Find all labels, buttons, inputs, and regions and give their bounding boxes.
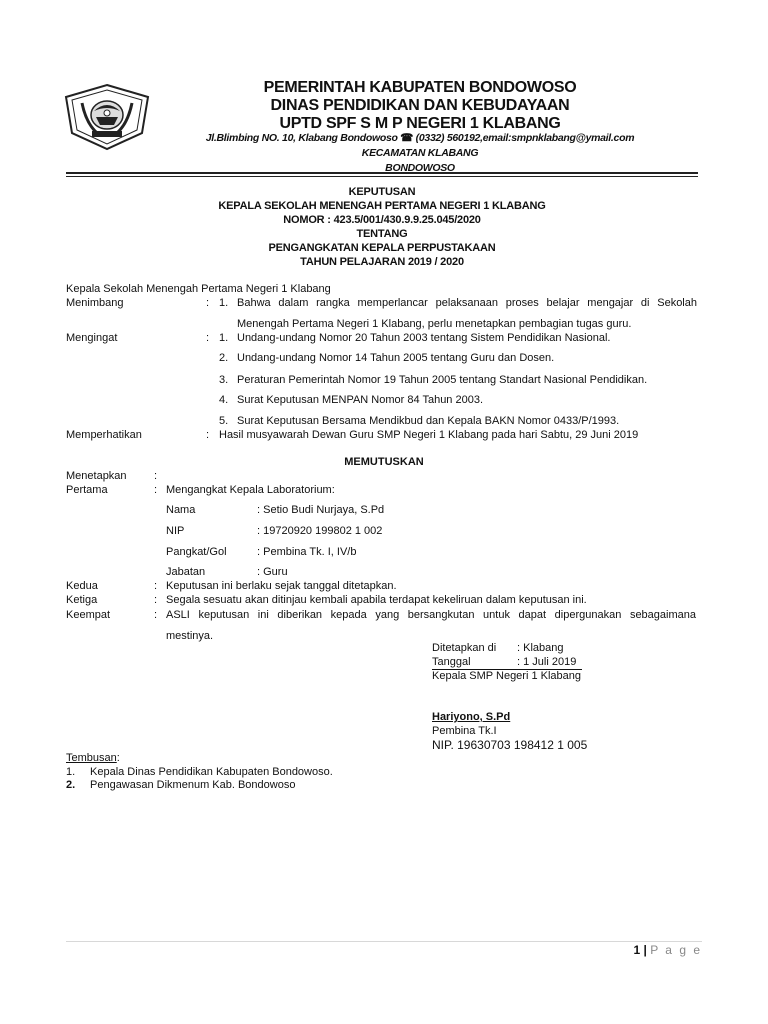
kedua-label: Kedua (66, 580, 98, 592)
menimbang-label: Menimbang (66, 297, 124, 309)
ketiga-label: Ketiga (66, 594, 98, 606)
mengingat-number-5: 5. (219, 415, 229, 427)
title-tentang: TENTANG (356, 228, 408, 240)
menimbang-number: 1. (219, 297, 229, 309)
header-line-1: PEMERINTAH KABUPATEN BONDOWOSO (263, 79, 577, 96)
signer-nip: NIP. 19630703 198412 1 005 (432, 738, 588, 752)
address-contact: (0332) 560192,email:smpnklabang@ymail.com (413, 132, 635, 144)
header-line-3: UPTD SPF S M P NEGERI 1 KLABANG (279, 115, 561, 132)
menetapkan-label: Menetapkan (66, 470, 127, 482)
memutuskan-heading: MEMUTUSKAN (344, 456, 424, 468)
mengingat-item-1: Undang-undang Nomor 20 Tahun 2003 tentang Sistem Pendidikan Nasional. (237, 332, 611, 344)
memperhatikan-colon: : (206, 429, 210, 441)
keempat-text: ASLI keputusan ini diberikan kepada yang bersangkutan untuk dapat dipergunakan sebagaimana (166, 609, 696, 621)
tembusan-number-1: 1. (66, 766, 76, 778)
pangkat-value: : Pembina Tk. I, IV/b (257, 546, 357, 558)
page-word: P a g e (650, 943, 702, 957)
ditetapkan-value: : Klabang (517, 642, 564, 654)
tembusan-heading (66, 752, 120, 764)
footer-rule (66, 941, 702, 942)
pertama-colon: : (154, 484, 158, 496)
telephone-icon: ☎ (400, 132, 414, 144)
mengingat-colon: : (206, 332, 210, 344)
mengingat-number-4: 4. (219, 394, 229, 406)
tembusan-item-2: Pengawasan Dikmenum Kab. Bondowoso (90, 779, 296, 791)
menetapkan-colon: : (154, 470, 158, 482)
tembusan-label: Tembusan (66, 752, 117, 764)
keempat-text-cont: mestinya. (166, 630, 214, 642)
mengingat-item-4: Surat Keputusan MENPAN Nomor 84 Tahun 2003. (237, 394, 484, 406)
mengingat-number-3: 3. (219, 374, 229, 386)
memperhatikan-label: Memperhatikan (66, 429, 142, 441)
tanggal-value: : 1 Juli 2019 (517, 656, 577, 668)
title-tahun: TAHUN PELAJARAN 2019 / 2020 (300, 256, 464, 268)
signer-rank: Pembina Tk.I (432, 725, 497, 737)
ketiga-text: Segala sesuatu akan ditinjau kembali apabila terdapat kekeliruan dalam keputusan ini. (166, 594, 587, 606)
mengingat-item-2: Undang-undang Nomor 14 Tahun 2005 tentang Guru dan Dosen. (237, 352, 555, 364)
signer-position: Kepala SMP Negeri 1 Klabang (432, 670, 582, 682)
pertama-text: Mengangkat Kepala Laboratorium: (166, 484, 335, 496)
mengingat-label: Mengingat (66, 332, 118, 344)
header-rule-thick (66, 172, 698, 174)
kedua-text: Keputusan ini berlaku sejak tanggal ditetapkan. (166, 580, 397, 592)
mengingat-item-3: Peraturan Pemerintah Nomor 19 Tahun 2005 tentang Standart Nasional Pendidikan. (237, 374, 648, 386)
intro-text: Kepala Sekolah Menengah Pertama Negeri 1 Klabang (66, 283, 331, 295)
title-keputusan: KEPUTUSAN (348, 186, 416, 198)
nip-label: NIP (166, 525, 185, 537)
signer-name: Hariyono, S.Pd (432, 711, 511, 723)
kedua-colon: : (154, 580, 158, 592)
keempat-colon: : (154, 609, 158, 621)
kabupaten-seal-logo (62, 83, 152, 151)
title-nomor: NOMOR : 423.5/001/430.9.9.25.045/2020 (283, 214, 481, 226)
header-line-2: DINAS PENDIDIKAN DAN KEBUDAYAAN (270, 97, 570, 114)
ketiga-colon: : (154, 594, 158, 606)
keempat-label: Keempat (66, 609, 111, 621)
pangkat-label: Pangkat/Gol (166, 546, 227, 558)
menimbang-item-1-cont: Menengah Pertama Negeri 1 Klabang, perlu menetapkan pembagian tugas guru. (237, 318, 632, 330)
tembusan-item-1: Kepala Dinas Pendidikan Kabupaten Bondowoso. (90, 766, 333, 778)
page-separator: | (643, 943, 647, 957)
menimbang-colon: : (206, 297, 210, 309)
mengingat-number-1: 1. (219, 332, 229, 344)
jabatan-value: : Guru (257, 566, 288, 578)
nama-value: : Setio Budi Nurjaya, S.Pd (257, 504, 385, 516)
mengingat-number-2: 2. (219, 352, 229, 364)
tanggal-label: Tanggal (432, 656, 471, 668)
mengingat-item-5: Surat Keputusan Bersama Mendikbud dan Kepala BAKN Nomor 0433/P/1993. (237, 415, 620, 427)
page-footer (600, 943, 702, 957)
tembusan-colon: : (116, 752, 120, 764)
address-street: Jl.Blimbing NO. 10, Klabang Bondowoso (205, 132, 401, 144)
header-kecamatan: KECAMATAN KLABANG (361, 147, 479, 159)
tembusan-number-2: 2. (66, 779, 76, 791)
ditetapkan-label: Ditetapkan di (432, 642, 497, 654)
jabatan-label: Jabatan (166, 566, 206, 578)
title-perihal: PENGANGKATAN KEPALA PERPUSTAKAAN (268, 242, 496, 254)
header-kabupaten: BONDOWOSO (385, 162, 455, 174)
nip-value: : 19720920 199802 1 002 (257, 525, 383, 537)
title-kepala: KEPALA SEKOLAH MENENGAH PERTAMA NEGERI 1 KLABANG (218, 200, 546, 212)
memperhatikan-text: Hasil musyawarah Dewan Guru SMP Negeri 1 Klabang pada hari Sabtu, 29 Juni 2019 (219, 429, 639, 441)
header-rule-thin (66, 176, 698, 177)
page-number: 1 (633, 943, 641, 957)
header-address (160, 132, 680, 144)
pertama-label: Pertama (66, 484, 108, 496)
nama-label: Nama (166, 504, 196, 516)
menimbang-item-1: Bahwa dalam rangka memperlancar pelaksanaan proses belajar mengajar di Sekolah (237, 297, 697, 309)
